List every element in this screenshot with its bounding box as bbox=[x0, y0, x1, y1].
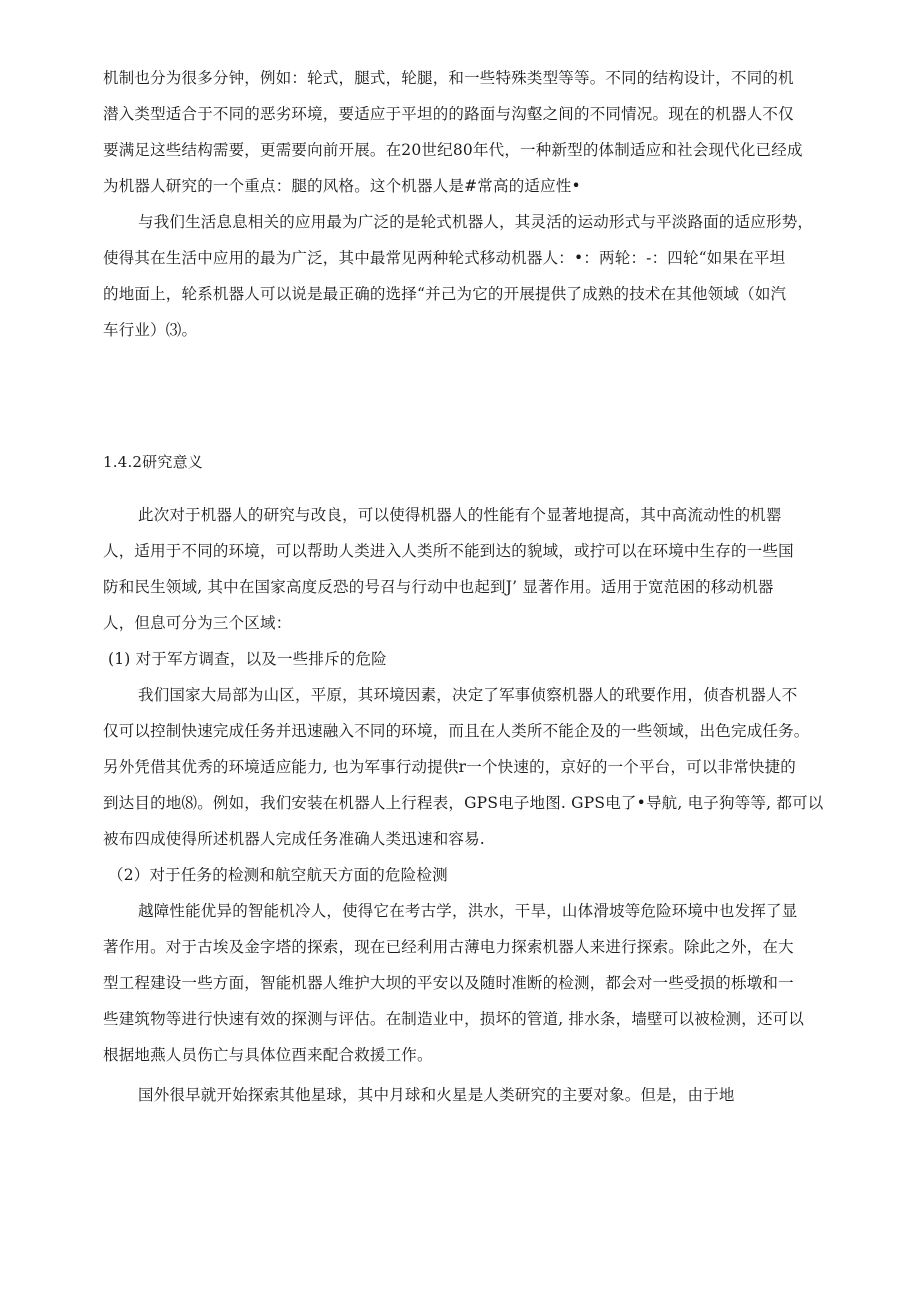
text-line: 此次对于机器人的研究与改良，可以使得机器人的性能有个显著地提高，其中高流动性的机罂 bbox=[138, 506, 782, 524]
text-line: 人，但息可分为三个区域： bbox=[103, 614, 292, 632]
text-line: 人，适用于不同的环境，可以帮助人类进入人类所不能到达的貌域，或拧可以在环境中生存的一些国 bbox=[103, 542, 794, 560]
text-line: 到达目的地⑻。例如，我们安装在机器人上行程表，GPS电子地图. GPS电了•导航, 电子狗等等, 都可以 bbox=[103, 794, 824, 812]
text-line: 越障性能优异的智能机冷人，使得它在考古学，洪水，干旱，山体滑坡等危险环境中也发挥了显 bbox=[138, 902, 798, 920]
text-line: 我们国家大局部为山区，平原，其环境因素，决定了军事侦察机器人的玳要作用，侦杳机器人不 bbox=[138, 686, 798, 704]
text-line: 些建筑物等进行快速有效的探测与评估。在制造业中，损坏的管道, 排水条，墙壁可以被检测，还可以 bbox=[103, 1010, 805, 1028]
text-line: 与我们生活息息相关的应用最为广泛的是轮式机器人，其灵活的运动形式与平淡路面的适应形势， bbox=[138, 213, 814, 231]
text-line: 被布四成使得所述机器人完成任务准确人类迅速和容易. bbox=[103, 830, 485, 848]
text-line: 仅可以控制快速完成任务并迅速融入不同的环境，而且在人类所不能企及的一些领域，出色完成任务。 bbox=[103, 722, 810, 740]
text-line: 要满足这些结构需要，更需要向前开展。在20世纪80年代，一种新型的体制适应和社会现代化已经成 bbox=[103, 141, 803, 159]
text-line: 机制也分为很多分钟，例如：轮式，腿式，轮腿，和一些特殊类型等等。不同的结构设计，不同的机 bbox=[103, 69, 794, 87]
text-line: 潜入类型适合于不同的恶劣环境，要适应于平坦的的路面与沟壑之间的不同情况。现在的机器人不仅 bbox=[103, 105, 794, 123]
section-heading: 1.4.2研究意义 bbox=[103, 453, 203, 471]
text-line: 型工程建设一些方面，智能机器人维护大坝的平安以及随时准断的检测，都会对一些受损的栎墩和一 bbox=[103, 974, 794, 992]
text-line: 使得其在生活中应用的最为广泛，其中最常见两种轮式移动机器人：•：两轮：-：四轮“如果在平坦 bbox=[103, 249, 786, 267]
text-line: 国外很早就开始探索其他星球，其中月球和火星是人类研究的主要对象。但是，由于地 bbox=[138, 1086, 735, 1104]
text-line: 车行业）⑶。 bbox=[103, 321, 198, 339]
text-line: 为机器人研究的一个重点：腿的风格。这个机器人是#常高的适应性• bbox=[103, 177, 581, 195]
text-line: 根据地燕人员伤亡与具体位酉来配合救援工作。 bbox=[103, 1046, 433, 1064]
text-line: 的地面上，轮系机器人可以说是最正确的选择“并己为它的开展提供了成熟的技术在其他领域（如汽 bbox=[103, 285, 787, 303]
list-item-2: （2）对于任务的检测和航空航天方面的危险检测 bbox=[108, 866, 448, 884]
text-line: 著作用。对于古埃及金字塔的探索，现在已经利用古薄电力探索机器人来进行探索。除此之外，在大 bbox=[103, 938, 794, 956]
list-item-1: (1) 对于军方调查，以及一些排斥的危险 bbox=[108, 650, 387, 668]
text-line: 防和民生领域, 其中在国家高度反恐的号召与行动中也起到J’ 显著作用。适用于宽范困的移动机器 bbox=[103, 578, 774, 596]
text-line: 另外凭借其优秀的环境适应能力, 也为军事行动提供r一个快速的，京好的一个平台，可以非常快捷的 bbox=[103, 758, 796, 776]
